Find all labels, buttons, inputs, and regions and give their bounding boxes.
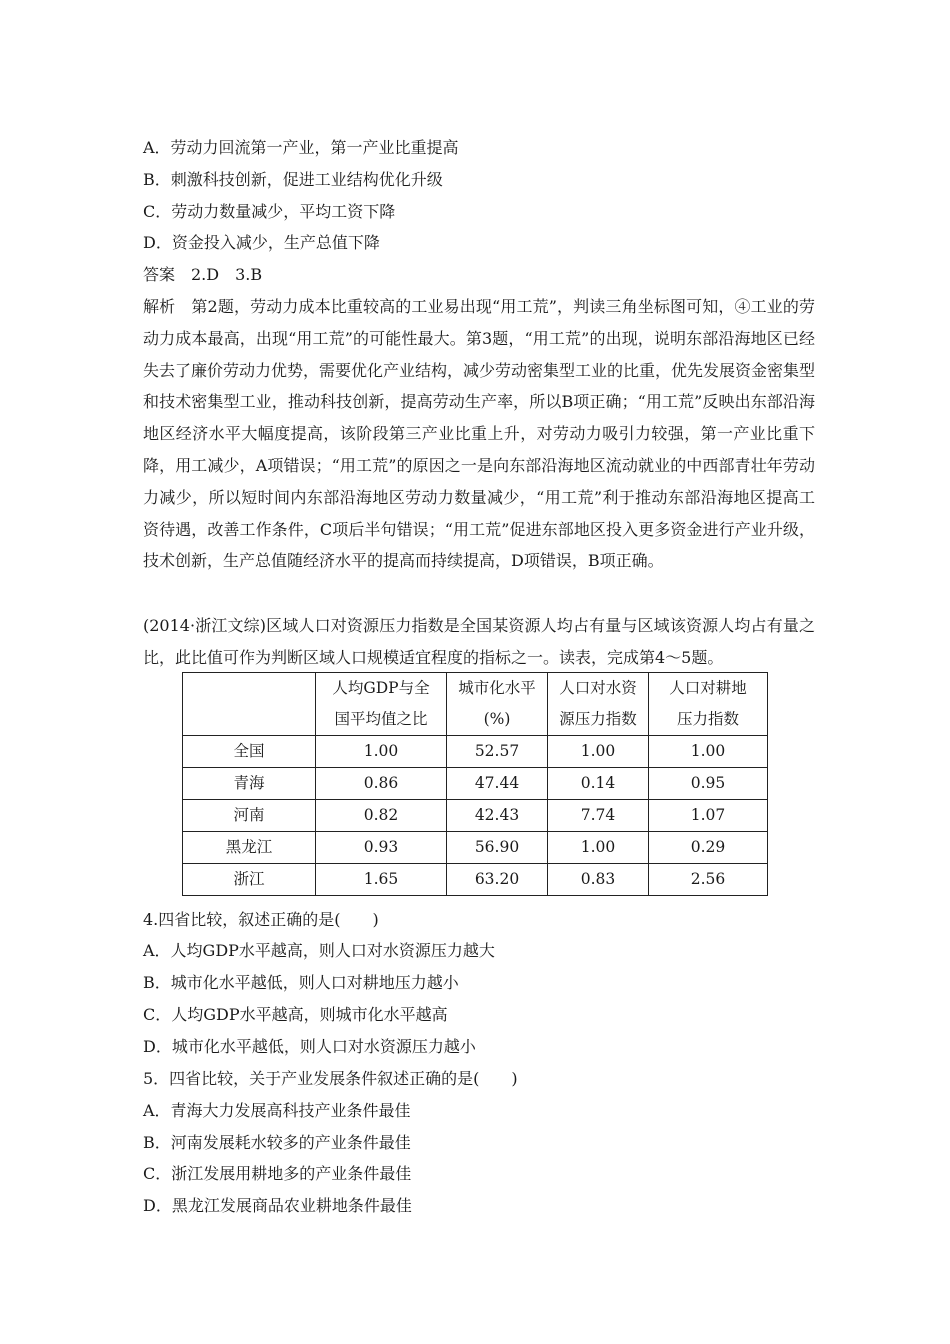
table-row — [183, 800, 768, 832]
analysis-paragraph: 解析 第2题，劳动力成本比重较高的工业易出现“用工荒”，判读三角坐标图可知，④工业的劳动力成本最高，出现“用工荒”的可能性最大。第3题，“用工荒”的出现，说明东部沿海地区已经失去了廉价劳动力优势，需要优化产业结构，减少劳动密集型工业的比重，优先发展资金密集型和技术密集型工业，推动科技创新，提高劳动生产率，所以B项正确；“用工荒”反映出东部沿海地区经济水平大幅度提高，该阶段第三产业比重上升，对劳动力吸引力较强，第一产业比重下降，用工减少，A项错误；“用工荒”的原因之一是向东部沿海地区流动就业的中西部青壮年劳动力减少，所以短时间内东部沿海地区劳动力数量减少，“用工荒”利于推动东部沿海地区提高工资待遇，改善工作条件，C项后半句错误；“用工荒”促进东部地区投入更多资金进行产业升级，技术创新，生产总值随经济水平的提高而持续提高，D项错误，B项正确。 — [143, 297, 816, 571]
table-cell: 0.95 — [649, 768, 768, 800]
q3-option-a: A．劳动力回流第一产业，第一产业比重提高 — [143, 138, 459, 157]
q5-option-a: A．青海大力发展高科技产业条件最佳 — [143, 1101, 411, 1120]
table-cell: 1.00 — [649, 736, 768, 768]
table-cell: 2.56 — [649, 864, 768, 896]
table-cell: 1.00 — [316, 736, 447, 768]
table-cell: 52.57 — [447, 736, 548, 768]
table-cell: 42.43 — [447, 800, 548, 832]
q4-option-c: C．人均GDP水平越高，则城市化水平越高 — [143, 1005, 448, 1024]
q5-option-c: C．浙江发展用耕地多的产业条件最佳 — [143, 1164, 412, 1183]
table-cell: 1.07 — [649, 800, 768, 832]
table-header-cell — [183, 673, 316, 736]
table-row — [183, 768, 768, 800]
header-text: 人口对耕地 — [669, 679, 747, 697]
resource-pressure-table — [182, 672, 768, 896]
table-cell: 0.14 — [548, 768, 649, 800]
table-cell: 0.93 — [316, 832, 447, 864]
table-cell: 1.00 — [548, 832, 649, 864]
header-text: 压力指数 — [676, 710, 739, 728]
q3-option-c: C．劳动力数量减少，平均工资下降 — [143, 202, 396, 221]
table-cell: 0.82 — [316, 800, 447, 832]
q5-stem: 5．四省比较，关于产业发展条件叙述正确的是( ) — [143, 1069, 518, 1088]
q3-option-d: D．资金投入减少，生产总值下降 — [143, 233, 380, 252]
q5-option-b: B．河南发展耗水较多的产业条件最佳 — [143, 1133, 411, 1152]
table-cell-region: 青海 — [183, 768, 316, 800]
q4-option-b: B．城市化水平越低，则人口对耕地压力越小 — [143, 973, 459, 992]
table-cell: 1.65 — [316, 864, 447, 896]
q4-option-d: D．城市化水平越低，则人口对水资源压力越小 — [143, 1037, 476, 1056]
answer-line: 答案 2.D 3.B — [143, 265, 263, 284]
header-text: 国平均值之比 — [334, 710, 428, 728]
q5-option-d: D．黑龙江发展商品农业耕地条件最佳 — [143, 1196, 412, 1215]
q4-option-a: A．人均GDP水平越高，则人口对水资源压力越大 — [143, 941, 495, 960]
table-row — [183, 736, 768, 768]
table-cell: 0.83 — [548, 864, 649, 896]
q3-option-b: B．刺激科技创新，促进工业结构优化升级 — [143, 170, 443, 189]
table-row — [183, 832, 768, 864]
table-cell: 1.00 — [548, 736, 649, 768]
table-cell-region: 河南 — [183, 800, 316, 832]
table-header-cell — [548, 673, 649, 736]
header-text: 源压力指数 — [559, 710, 637, 728]
header-text: 城市化水平 — [458, 679, 536, 697]
table-cell: 47.44 — [447, 768, 548, 800]
header-text: (%) — [483, 710, 511, 728]
question-intro: (2014·浙江文综)区域人口对资源压力指数是全国某资源人均占有量与区域该资源人均占有量之比，此比值可作为判断区域人口规模适宜程度的指标之一。读表，完成第4～5题。 — [143, 616, 815, 667]
header-text: 人口对水资 — [559, 679, 637, 697]
table-header-row — [183, 673, 768, 736]
table-cell: 63.20 — [447, 864, 548, 896]
table-cell-region: 浙江 — [183, 864, 316, 896]
table-cell: 7.74 — [548, 800, 649, 832]
table-cell-region: 全国 — [183, 736, 316, 768]
table-header-cell — [316, 673, 447, 736]
q4-stem: 4.四省比较，叙述正确的是( ) — [143, 910, 379, 929]
table-header-cell — [649, 673, 768, 736]
table-cell: 0.29 — [649, 832, 768, 864]
table-cell: 0.86 — [316, 768, 447, 800]
table-cell-region: 黑龙江 — [183, 832, 316, 864]
header-text: 人均GDP与全 — [332, 679, 430, 697]
table-cell: 56.90 — [447, 832, 548, 864]
table-header-cell — [447, 673, 548, 736]
table-row — [183, 864, 768, 896]
